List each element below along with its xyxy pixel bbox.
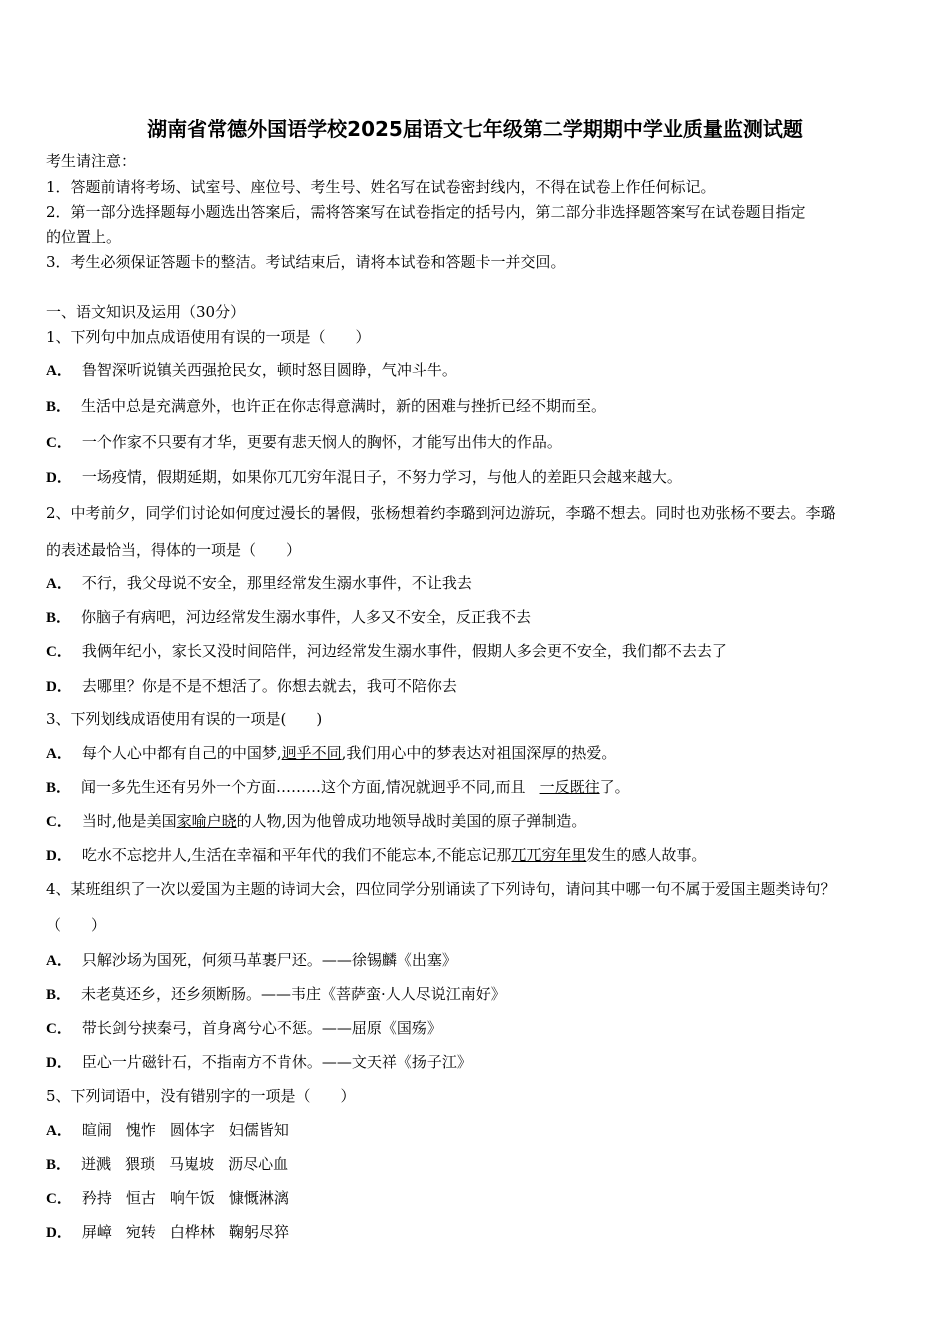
word: 沥尽心血 xyxy=(228,1155,289,1173)
q5-option-a xyxy=(46,1120,289,1141)
option-letter: A． xyxy=(46,576,72,592)
q2-option-d xyxy=(46,676,457,697)
q2-option-a xyxy=(46,573,472,594)
option-text: 的人物,因为他曾成功地领导战时美国的原子弹制造。 xyxy=(236,812,587,830)
option-letter: D． xyxy=(46,1055,72,1071)
option-letter: B． xyxy=(46,780,72,796)
q4-option-d xyxy=(46,1052,472,1073)
word: 迸溅 xyxy=(81,1155,112,1173)
word: 圆体字 xyxy=(169,1121,215,1139)
q1-option-b xyxy=(46,396,606,417)
option-text: 了。 xyxy=(599,778,630,796)
option-text: 只解沙场为国死，何须马革裹尸还。——徐锡麟《出塞》 xyxy=(81,951,457,969)
underlined-idiom: 家喻户晓 xyxy=(176,812,237,830)
q3-option-c xyxy=(46,811,586,832)
option-letter: A． xyxy=(46,363,72,379)
q2-option-c xyxy=(46,641,727,662)
q5-option-d xyxy=(46,1222,289,1243)
word: 白桦林 xyxy=(169,1223,215,1241)
option-letter: C． xyxy=(46,1021,72,1037)
notice-header: 考生请注意： xyxy=(46,152,137,170)
word: 慷慨淋漓 xyxy=(228,1189,289,1207)
option-letter: D． xyxy=(46,470,72,486)
notice-item-2-cont: 的位置上。 xyxy=(46,228,122,246)
option-letter: A． xyxy=(46,746,72,762)
q3-option-d xyxy=(46,845,706,866)
q4-stem-cont: （ ） xyxy=(46,916,107,934)
word: 猥琐 xyxy=(125,1155,156,1173)
notice-item-2: 2．第一部分选择题每小题选出答案后，需将答案写在试卷指定的括号内，第二部分非选择题答案写在试卷题目指定 xyxy=(46,203,806,221)
option-text: 当时,他是美国 xyxy=(81,812,177,830)
q3-option-a xyxy=(46,743,616,764)
option-text: 不行，我父母说不安全，那里经常发生溺水事件，不让我去 xyxy=(81,574,472,592)
option-letter: A． xyxy=(46,1123,72,1139)
underlined-idiom: 兀兀穷年里 xyxy=(511,846,587,864)
option-text: 未老莫还乡，还乡须断肠。——韦庄《菩萨蛮·人人尽说江南好》 xyxy=(81,985,506,1003)
word: 响午饭 xyxy=(169,1189,215,1207)
option-letter: A． xyxy=(46,953,72,969)
option-letter: D． xyxy=(46,1225,72,1241)
word: 鞠躬尽猝 xyxy=(228,1223,289,1241)
word: 矜持 xyxy=(81,1189,112,1207)
option-letter: B． xyxy=(46,1157,72,1173)
option-letter: C． xyxy=(46,644,72,660)
word: 马嵬坡 xyxy=(169,1155,215,1173)
q4-option-c xyxy=(46,1018,442,1039)
notice-item-3: 3．考生必须保证答题卡的整洁。考试结束后，请将本试卷和答题卡一并交回。 xyxy=(46,253,566,271)
q3-option-b xyxy=(46,777,630,798)
option-letter: B． xyxy=(46,399,72,415)
option-letter: C． xyxy=(46,814,72,830)
q4-stem: 4、某班组织了一次以爱国为主题的诗词大会，四位同学分别诵读了下列诗句，请问其中哪一句不属于爱国主题类诗句？ xyxy=(46,880,836,898)
word: 屏嶂 xyxy=(81,1223,112,1241)
q2-stem: 2、中考前夕，同学们讨论如何度过漫长的暑假，张杨想着约李璐到河边游玩，李璐不想去。同时也劝张杨不要去。李璐 xyxy=(46,504,836,522)
q5-option-b xyxy=(46,1154,288,1175)
q2-stem-cont: 的表述最恰当，得体的一项是（ ） xyxy=(46,541,302,559)
option-text: 臣心一片磁针石，不指南方不肯休。——文天祥《扬子江》 xyxy=(81,1053,472,1071)
underlined-idiom: 一反既往 xyxy=(539,778,600,796)
q1-option-c xyxy=(46,432,562,453)
section-heading: 一、语文知识及运用（30分） xyxy=(46,303,246,321)
q5-option-c xyxy=(46,1188,289,1209)
option-text: 你脑子有病吧，河边经常发生溺水事件，人多又不安全，反正我不去 xyxy=(81,608,532,626)
option-text: 闻一多先生还有另外一个方面………这个方面,情况就迥乎不同,而且 xyxy=(81,778,526,796)
q1-stem: 1、下列句中加点成语使用有误的一项是（ ） xyxy=(46,328,371,346)
q1-option-a xyxy=(46,360,457,381)
option-letter: D． xyxy=(46,679,72,695)
option-text: 我俩年纪小，家长又没时间陪伴，河边经常发生溺水事件，假期人多会更不安全，我们都不去去了 xyxy=(81,642,727,660)
option-text: 一个作家不只要有才华，更要有悲天悯人的胸怀，才能写出伟大的作品。 xyxy=(81,433,562,451)
notice-item-1: 1．答题前请将考场、试室号、座位号、考生号、姓名写在试卷密封线内，不得在试卷上作任何标记。 xyxy=(46,178,716,196)
option-text: 鲁智深听说镇关西强抢民女，顿时怒目圆睁，气冲斗牛。 xyxy=(81,361,457,379)
q4-option-a xyxy=(46,950,457,971)
word: 宛转 xyxy=(125,1223,156,1241)
option-text: 生活中总是充满意外，也许正在你志得意满时，新的困难与挫折已经不期而至。 xyxy=(81,397,607,415)
word: 暄闹 xyxy=(81,1121,112,1139)
option-text: ,我们用心中的梦表达对祖国深厚的热爱。 xyxy=(341,744,617,762)
q1-option-d xyxy=(46,467,682,488)
word: 恒古 xyxy=(125,1189,156,1207)
word: 妇儒皆知 xyxy=(228,1121,289,1139)
underlined-idiom: 迥乎不同 xyxy=(281,744,342,762)
option-text: 发生的感人故事。 xyxy=(586,846,707,864)
option-letter: B． xyxy=(46,610,72,626)
option-text: 一场疫情，假期延期，如果你兀兀穷年混日子，不努力学习，与他人的差距只会越来越大。 xyxy=(81,468,682,486)
option-text: 吃水不忘挖井人,生活在幸福和平年代的我们不能忘本,不能忘记那 xyxy=(81,846,512,864)
option-text: 每个人心中都有自己的中国梦, xyxy=(81,744,282,762)
q4-option-b xyxy=(46,984,506,1005)
option-letter: C． xyxy=(46,1191,72,1207)
option-text: 带长剑兮挟秦弓，首身离兮心不惩。——屈原《国殇》 xyxy=(81,1019,442,1037)
option-letter: D． xyxy=(46,848,72,864)
exam-title: 湖南省常德外国语学校2025届语文七年级第二学期期中学业质量监测试题 xyxy=(147,117,803,141)
q3-stem: 3、下列划线成语使用有误的一项是( ) xyxy=(46,710,323,728)
q5-stem: 5、下列词语中，没有错别字的一项是（ ） xyxy=(46,1087,356,1105)
word: 愧怍 xyxy=(125,1121,156,1139)
option-letter: B． xyxy=(46,987,72,1003)
option-letter: C． xyxy=(46,435,72,451)
option-text: 去哪里？你是不是不想活了。你想去就去，我可不陪你去 xyxy=(81,677,457,695)
q2-option-b xyxy=(46,607,531,628)
